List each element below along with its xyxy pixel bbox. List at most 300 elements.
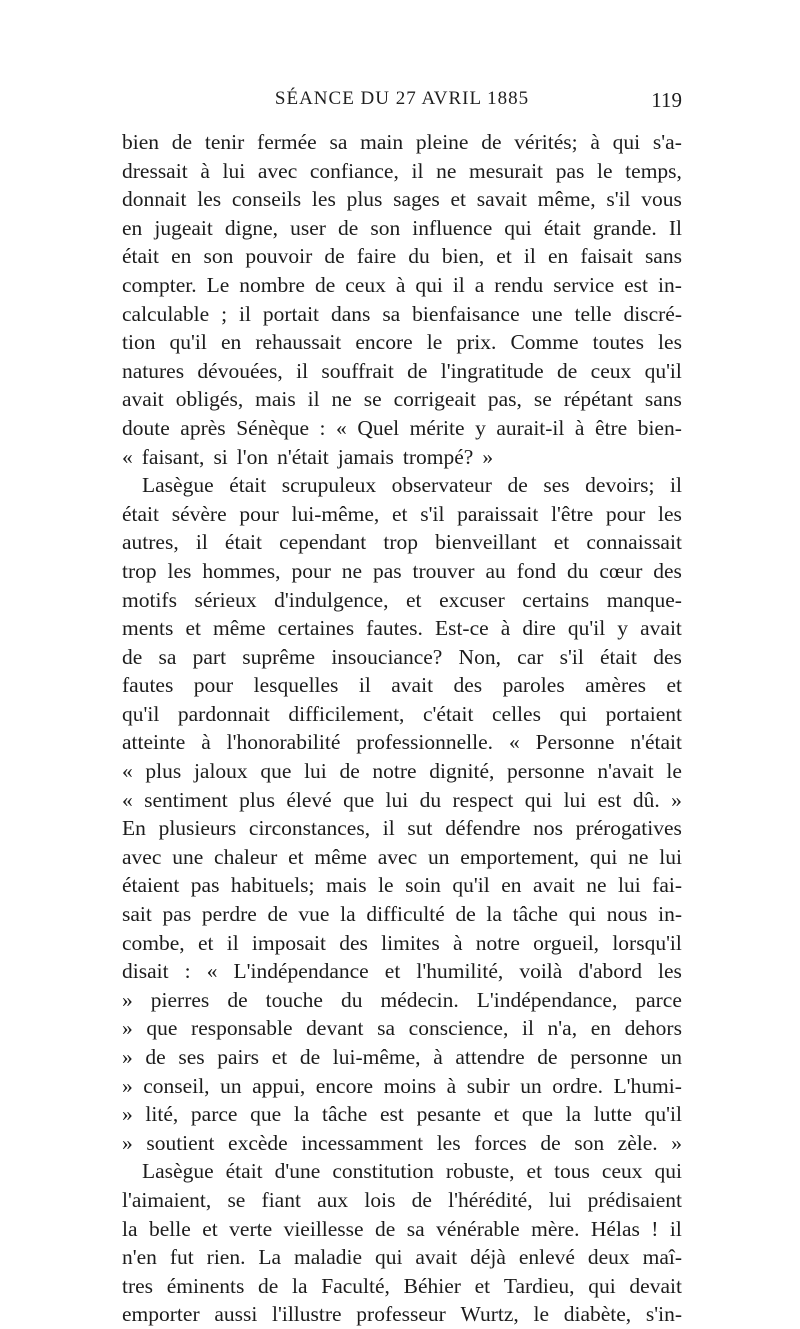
word: ;: [221, 301, 228, 326]
word: qu'il: [567, 616, 606, 641]
word: lui: [659, 844, 682, 869]
word: de: [455, 902, 476, 927]
word: constitution: [332, 1159, 434, 1184]
word: et: [666, 673, 682, 698]
word: du: [566, 558, 589, 583]
word: les: [658, 959, 682, 984]
word: avait: [415, 1245, 458, 1270]
word: et: [391, 501, 408, 526]
word: plusieurs: [158, 816, 237, 841]
text-line: [122, 1129, 682, 1158]
word: la: [340, 902, 356, 927]
word: il: [411, 158, 424, 183]
word: un: [220, 1073, 242, 1098]
word: qui: [374, 1245, 403, 1270]
word: le: [597, 158, 613, 183]
word: obligés,: [175, 387, 244, 412]
word: s'il: [606, 187, 631, 212]
text-line: [122, 1072, 682, 1101]
word: scrupuleux: [281, 473, 377, 498]
word: des: [453, 673, 483, 698]
word: natures: [122, 358, 185, 383]
word: et: [185, 616, 201, 641]
word: fermée: [257, 130, 317, 154]
word: se: [363, 387, 382, 412]
word: du: [408, 244, 430, 269]
text-line: [122, 700, 682, 729]
word: tâche: [322, 1102, 368, 1127]
word: que: [260, 759, 292, 784]
word: même: [314, 844, 367, 869]
word: n'était: [277, 444, 329, 469]
word: l'aimaient,: [122, 1187, 212, 1212]
text-line: [122, 757, 682, 786]
word: temps,: [625, 158, 682, 183]
word: de: [339, 759, 360, 784]
word: était: [225, 1159, 263, 1184]
word: n'était: [630, 730, 682, 755]
word: de: [227, 987, 248, 1012]
word: les: [658, 501, 682, 526]
word: forces: [474, 1130, 527, 1155]
word: n'en: [122, 1245, 157, 1270]
word: Tardieu,: [503, 1273, 575, 1298]
word: même: [213, 616, 266, 641]
word: tres: [122, 1273, 154, 1298]
word: en: [501, 873, 522, 898]
word: de: [171, 130, 193, 154]
word: »: [122, 1045, 133, 1069]
word: tous: [554, 1159, 590, 1184]
word: Le: [206, 272, 230, 297]
text-line: [122, 1043, 682, 1072]
word: doute: [122, 415, 170, 440]
word: s'il: [420, 501, 445, 526]
word: et: [553, 530, 570, 555]
word: habituels;: [230, 873, 315, 898]
word: personne: [507, 759, 585, 784]
word: encore: [315, 1073, 374, 1098]
word: deux: [587, 1245, 630, 1270]
word: à: [201, 730, 211, 755]
word: était: [229, 473, 267, 498]
body-text: [122, 128, 682, 1329]
word: est: [380, 1102, 404, 1127]
word: maladie: [294, 1245, 363, 1270]
word: notre: [475, 930, 520, 955]
word: sut: [407, 816, 433, 841]
word: d'abord: [578, 959, 642, 984]
text-line: [122, 328, 682, 357]
word: au: [485, 558, 506, 583]
word: de: [337, 215, 359, 240]
text-line: [122, 214, 682, 243]
word: »: [122, 1073, 133, 1098]
word: pas: [162, 902, 192, 927]
word: Lasègue: [142, 473, 214, 498]
word: le: [666, 759, 682, 784]
word: l'illustre: [272, 1302, 342, 1327]
word: dressait: [122, 158, 188, 183]
word: circonstances,: [248, 816, 371, 841]
word: emportement,: [460, 844, 580, 869]
text-line: [122, 929, 682, 958]
word: ne: [628, 844, 649, 869]
word: En: [122, 816, 146, 841]
word: portait: [262, 301, 320, 326]
word: chaleur: [214, 844, 278, 869]
word: Faculté,: [321, 1273, 390, 1298]
word: bien: [122, 130, 160, 154]
running-head: [122, 88, 682, 116]
word: L'indépendance: [233, 959, 369, 984]
word: fond: [516, 558, 557, 583]
word: ses: [543, 473, 570, 498]
word: emporter: [122, 1302, 200, 1327]
word: pairs: [217, 1045, 260, 1069]
word: telle: [574, 301, 612, 326]
word: souffrait: [321, 358, 394, 383]
word: de: [557, 358, 578, 383]
word: confiance,: [309, 158, 399, 183]
word: perdre: [201, 902, 257, 927]
word: digne,: [224, 215, 279, 240]
word: mais: [255, 387, 296, 412]
word: corrigeait: [393, 387, 476, 412]
word: amères: [585, 673, 647, 698]
word: la: [122, 1216, 138, 1241]
word: rehaussait: [255, 330, 342, 355]
word: à: [446, 1073, 457, 1098]
word: faisait: [580, 244, 633, 269]
word: celles: [492, 701, 541, 726]
word: pour: [605, 501, 646, 526]
word: voilà: [519, 959, 563, 984]
word: de: [540, 1130, 561, 1155]
text-line: [122, 443, 682, 472]
word: Comme: [510, 330, 579, 355]
word: paroles: [502, 673, 565, 698]
word: il: [358, 673, 371, 698]
word: de: [324, 244, 345, 269]
word: jamais: [337, 444, 394, 469]
word: lui: [304, 759, 327, 784]
word: il: [195, 530, 208, 555]
word: appui,: [252, 1073, 306, 1098]
word: médecin.: [380, 987, 459, 1012]
word: manque-: [606, 587, 682, 612]
word: fai-: [652, 873, 682, 898]
word: du: [340, 987, 363, 1012]
word: fiant: [261, 1187, 301, 1212]
word: atteinte: [122, 730, 186, 755]
word: et: [271, 1045, 288, 1069]
word: Béhier: [403, 1273, 461, 1298]
text-line: [122, 728, 682, 757]
word: mère.: [531, 1216, 580, 1241]
word: ments: [122, 616, 174, 641]
word: plus: [346, 187, 383, 212]
word: déjà: [470, 1245, 506, 1270]
word: des: [653, 644, 682, 669]
word: pleine: [415, 130, 469, 154]
word: était: [224, 530, 262, 555]
word: :: [184, 959, 191, 984]
word: responsable: [191, 1016, 293, 1041]
word: lutte: [593, 1102, 632, 1127]
text-line: [122, 157, 682, 186]
word: si: [213, 444, 228, 469]
word: que: [521, 1102, 553, 1127]
word: rien.: [206, 1245, 246, 1270]
word: et: [474, 1273, 491, 1298]
word: jaloux: [193, 759, 248, 784]
word: et: [406, 587, 422, 612]
word: ordre.: [552, 1073, 603, 1098]
word: vérités;: [514, 130, 578, 154]
word: Est-ce: [434, 616, 489, 641]
word: l'hérédité,: [448, 1187, 533, 1212]
word: n'avait: [597, 759, 654, 784]
word: grande.: [592, 215, 657, 240]
word: c'était: [423, 701, 474, 726]
word: Lasègue: [142, 1159, 214, 1184]
word: lui: [563, 787, 587, 812]
word: d'indulgence,: [274, 587, 389, 612]
word: «: [122, 787, 133, 812]
word: trop: [122, 558, 157, 583]
word: tenir: [204, 130, 245, 154]
word: lui: [385, 787, 409, 812]
word: motifs: [122, 587, 177, 612]
word: les: [436, 1130, 461, 1155]
text-line: [122, 1272, 682, 1301]
word: l'humilité,: [416, 959, 504, 984]
word: main: [360, 130, 404, 154]
word: qui: [524, 787, 553, 812]
word: vous: [641, 187, 682, 212]
word: de: [507, 473, 528, 498]
word: belle: [148, 1216, 191, 1241]
word: Wurtz,: [460, 1302, 519, 1327]
word: zèle.: [617, 1130, 658, 1155]
word: étaient: [122, 873, 180, 898]
word: être: [594, 415, 628, 440]
word: pesante: [416, 1102, 482, 1127]
word: aurait-il: [496, 415, 565, 440]
word: et: [493, 1102, 510, 1127]
word: bienfaisance: [412, 301, 520, 326]
word: prédisaient: [587, 1187, 682, 1212]
word: élevé: [286, 787, 332, 812]
word: subir: [466, 1073, 510, 1098]
word: avait: [122, 387, 164, 412]
word: influence: [412, 215, 493, 240]
word: sans: [644, 387, 682, 412]
word: aussi: [214, 1302, 258, 1327]
word: qui: [415, 272, 443, 297]
word: il: [521, 1016, 534, 1041]
word: combe,: [122, 930, 185, 955]
word: à: [452, 930, 463, 955]
word: l'être: [551, 501, 594, 526]
word: qu'il: [644, 358, 682, 383]
word: dehors: [624, 1016, 682, 1041]
word: sait: [122, 902, 152, 927]
word: à: [590, 130, 600, 154]
word: était: [600, 644, 638, 669]
word: le: [533, 1302, 550, 1327]
word: soin: [405, 873, 441, 898]
word: n'a,: [547, 1016, 578, 1041]
word: est: [624, 272, 648, 297]
text-line: [122, 986, 682, 1015]
word: connaissait: [586, 530, 682, 555]
word: avait: [532, 873, 575, 898]
word: trouver: [412, 558, 475, 583]
word: il: [296, 358, 309, 383]
word: Il: [668, 215, 682, 240]
word: du: [419, 787, 442, 812]
word: sentiment: [144, 787, 228, 812]
word: l'honorabilité: [226, 730, 341, 755]
word: pas: [555, 158, 585, 183]
word: et: [384, 959, 401, 984]
word: il: [307, 387, 320, 412]
word: «: [336, 415, 347, 440]
word: imposait: [251, 930, 326, 955]
word: que: [146, 1016, 178, 1041]
text-line: [122, 185, 682, 214]
word: »: [122, 1130, 133, 1155]
word: ne: [586, 873, 607, 898]
word: rendu: [494, 272, 544, 297]
word: il: [669, 473, 682, 498]
word: nos: [533, 816, 563, 841]
word: de: [481, 130, 502, 154]
word: pour: [239, 501, 279, 526]
word: soutient: [146, 1130, 215, 1155]
word: lois: [364, 1187, 396, 1212]
word: !: [651, 1216, 659, 1241]
word: un: [520, 1073, 542, 1098]
word: de: [314, 272, 336, 297]
word: personne: [570, 1045, 648, 1069]
word: plus: [239, 787, 275, 812]
word: »: [122, 987, 133, 1012]
word: la: [293, 1102, 310, 1127]
word: vue: [298, 902, 330, 927]
word: la: [486, 902, 502, 927]
page-number: 119: [651, 88, 682, 112]
text-line: [122, 414, 682, 443]
word: ne: [341, 558, 363, 583]
word: et: [197, 930, 214, 955]
text-line: [122, 1215, 682, 1244]
word: éminents: [166, 1273, 245, 1298]
word: il: [669, 1216, 682, 1241]
text-line: [122, 128, 682, 157]
word: fautes.: [366, 616, 423, 641]
word: sa: [406, 1216, 425, 1241]
word: son: [370, 215, 401, 240]
word: répétant: [563, 387, 633, 412]
word: service: [553, 272, 615, 297]
word: qui: [588, 1273, 616, 1298]
word: les: [658, 330, 682, 355]
word: qui: [612, 130, 641, 154]
word: observateur: [391, 473, 492, 498]
word: devoirs;: [585, 473, 655, 498]
word: pas,: [487, 387, 522, 412]
word: professionnelle.: [356, 730, 494, 755]
word: trompé?: [402, 444, 474, 469]
word: qu'il: [122, 701, 160, 726]
word: qui: [654, 1159, 682, 1184]
word: pardonnait: [177, 701, 270, 726]
text-line: [122, 1157, 682, 1186]
word: de: [411, 1187, 432, 1212]
word: à: [500, 616, 511, 641]
word: «: [122, 759, 133, 784]
word: lui-même,: [291, 501, 380, 526]
word: lité,: [145, 1102, 179, 1127]
text-line: [122, 1014, 682, 1043]
word: aux: [317, 1187, 349, 1212]
running-title: SÉANCE DU 27 AVRIL 1885: [274, 88, 530, 109]
word: le: [378, 873, 394, 898]
word: et: [526, 1159, 543, 1184]
word: part: [192, 644, 227, 669]
text-line: [122, 1243, 682, 1272]
word: le: [426, 330, 443, 355]
word: »: [122, 1102, 133, 1127]
word: insouciance?: [331, 644, 443, 669]
word: qui: [559, 701, 587, 726]
word: s'a-: [652, 130, 682, 154]
word: nombre: [239, 272, 305, 297]
word: lui: [617, 873, 641, 898]
word: et: [202, 1216, 218, 1241]
word: cependant: [279, 530, 367, 555]
word: en: [547, 244, 569, 269]
word: dévouées,: [197, 358, 283, 383]
word: qu'il: [644, 1102, 682, 1127]
text-line: [122, 357, 682, 386]
word: Hélas: [590, 1216, 640, 1241]
word: après: [180, 415, 226, 440]
word: verte: [229, 1216, 273, 1241]
word: sans: [644, 244, 682, 269]
word: avait: [640, 616, 682, 641]
word: ceux: [601, 1159, 643, 1184]
word: difficilement,: [288, 701, 405, 726]
word: lui-même,: [332, 1045, 421, 1069]
word: des: [339, 930, 368, 955]
word: toutes: [592, 330, 644, 355]
word: à: [200, 158, 210, 183]
text-line: [122, 786, 682, 815]
word: pour: [291, 558, 331, 583]
text-line: [122, 671, 682, 700]
word: compter.: [122, 272, 197, 297]
word: avec: [257, 158, 298, 183]
word: vénérable: [436, 1216, 520, 1241]
word: limites: [381, 930, 440, 955]
text-line: [122, 271, 682, 300]
word: user: [290, 215, 326, 240]
word: disait: [122, 959, 169, 984]
